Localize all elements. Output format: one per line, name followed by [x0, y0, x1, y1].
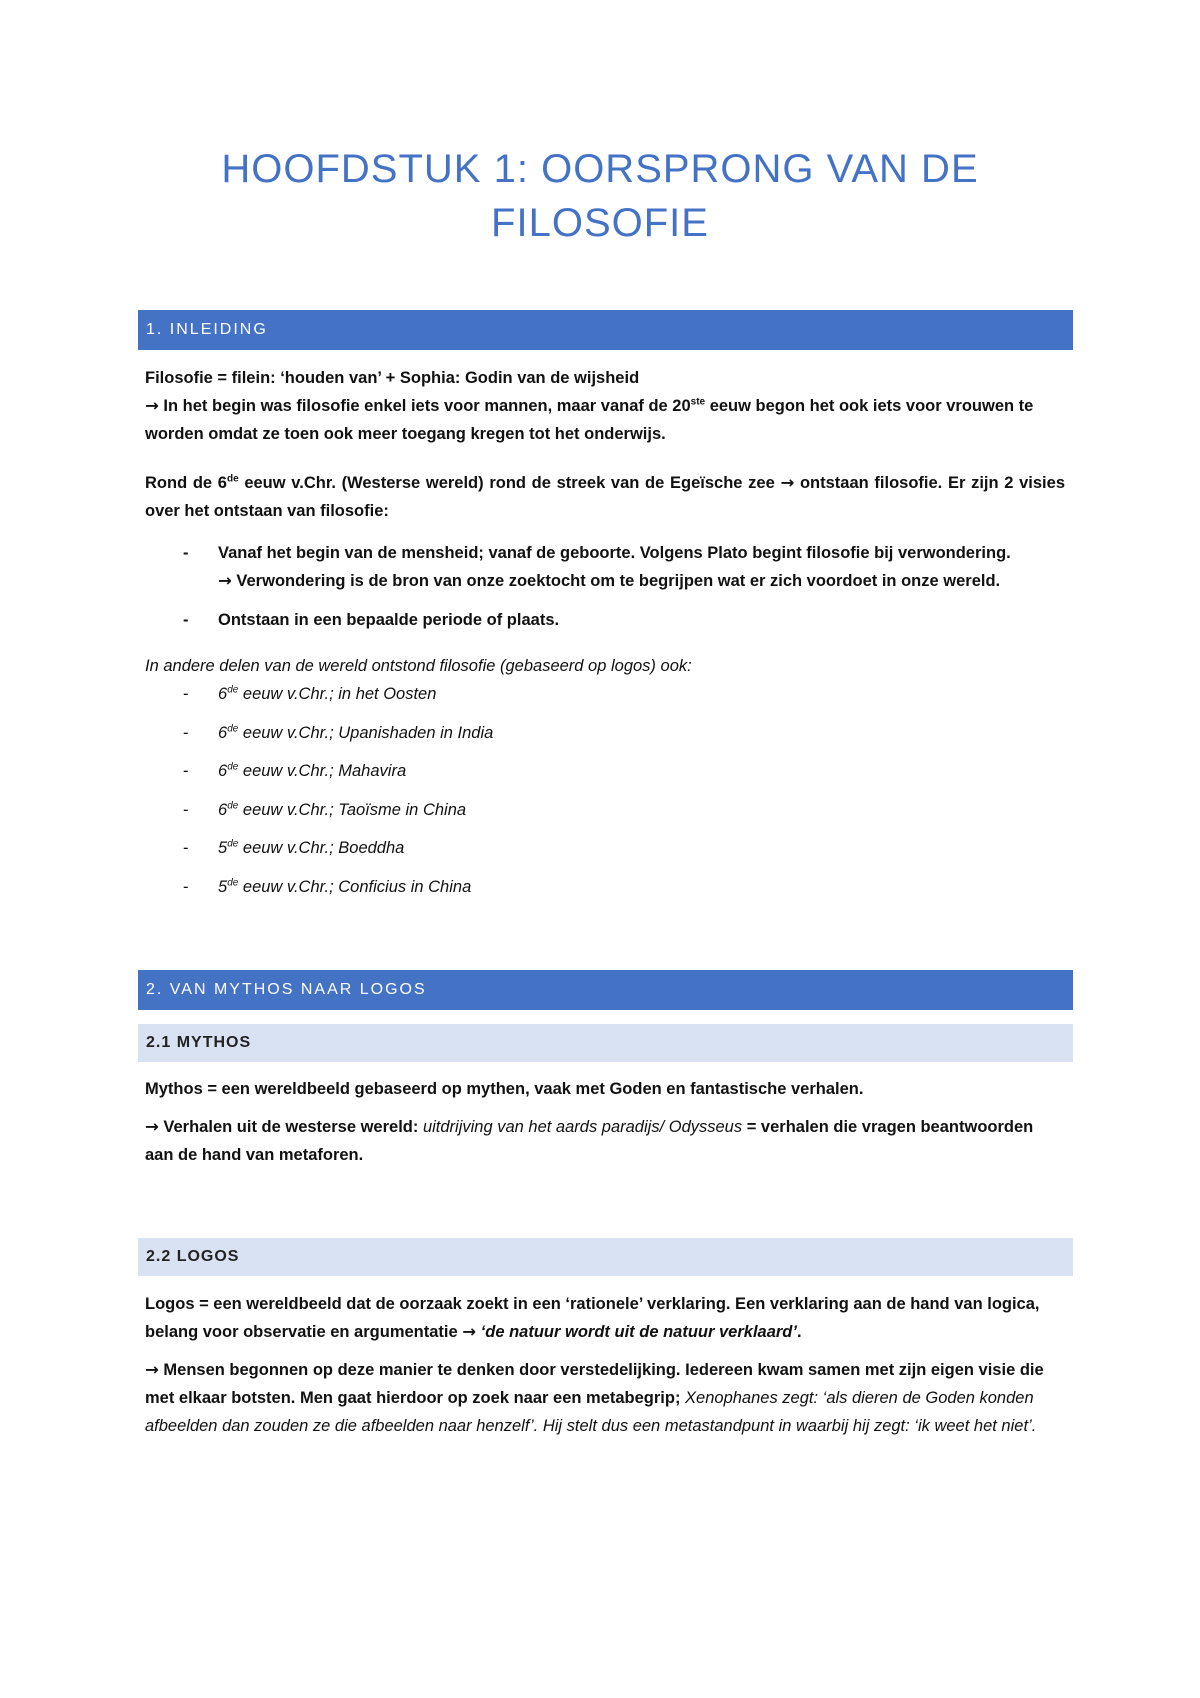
list-item: - 6de eeuw v.Chr.; Mahavira: [145, 757, 1065, 787]
list-item: - 5de eeuw v.Chr.; Boeddha: [145, 834, 1065, 864]
bullet-dash: -: [183, 611, 189, 629]
arrow-icon: →: [462, 1322, 477, 1341]
arrow-icon: →: [218, 571, 232, 590]
paragraph-logos-history: → Mensen begonnen op deze manier te denken door verstedelijking. Iedereen kwam samen met zijn eigen visie die met elkaar botsten. Men gaat hierdoor op zoek naar een metabegrip; Xenophanes zegt: ‘als dieren de Goden konden afbeelden dan zouden ze die afbeelden naar henzelf’. Hij stelt dus een metastandpunt in waarbij hij zegt: ‘ik weet het niet’.: [145, 1360, 1044, 1435]
title-line-1: HOOFDSTUK 1: OORSPRONG VAN DE: [221, 147, 979, 191]
bullet-dash: -: [183, 762, 189, 780]
list-item: - 6de eeuw v.Chr.; Upanishaden in India: [145, 719, 1065, 749]
list-item: - 6de eeuw v.Chr.; in het Oosten: [145, 680, 1065, 710]
arrow-icon: →: [145, 1117, 159, 1136]
arrow-icon: →: [145, 1360, 159, 1379]
definition-line: Filosofie = filein: ‘houden van’ + Sophia: Godin van de wijsheid: [145, 369, 640, 387]
paragraph-definition: [145, 364, 1065, 448]
section-heading-inleiding: 1. INLEIDING: [138, 310, 1073, 350]
arrow-icon: →: [780, 473, 795, 492]
document-title: [0, 142, 1200, 250]
definition-continuation: → In het begin was filosofie enkel iets voor mannen, maar vanaf de 20ste eeuw begon het ook iets voor vrouwen te worden omdat ze toen ook meer toegang kregen tot het onderwijs.: [145, 396, 1034, 443]
section-heading-mythos-logos: 2. VAN MYTHOS NAAR LOGOS: [138, 970, 1073, 1010]
bullet-dash: -: [183, 723, 189, 742]
list-item: - 5de eeuw v.Chr.; Conficius in China: [145, 873, 1065, 903]
list-item: - 6de eeuw v.Chr.; Taoïsme in China: [145, 796, 1065, 826]
paragraph-origin: Rond de 6de eeuw v.Chr. (Westerse wereld) rond de streek van de Egeïsche zee → ontstaan filosofie. Er zijn 2 visies over het ontstaan van filosofie:: [145, 473, 1065, 520]
bullet-dash: -: [183, 839, 189, 857]
title-line-2: FILOSOFIE: [491, 201, 709, 245]
bullet-dash: -: [183, 877, 189, 896]
list-item-bullet-1: - Vanaf het begin van de mensheid; vanaf de geboorte. Volgens Plato begint filosofie bij verwondering. → Verwondering is de bron van onze zoektocht om te begrijpen wat er zich voordoet in onze wereld.: [145, 539, 1065, 599]
list-item-bullet-2: - Ontstaan in een bepaalde periode of plaats.: [145, 606, 1065, 636]
subsection-heading-mythos: 2.1 MYTHOS: [138, 1024, 1073, 1062]
bullet-dash: -: [183, 800, 189, 819]
bullet-dash: -: [183, 685, 189, 703]
italic-intro: In andere delen van de wereld ontstond filosofie (gebaseerd op logos) ook:: [145, 657, 692, 675]
paragraph-mythos-examples: → Verhalen uit de westerse wereld: uitdrijving van het aards paradijs/ Odysseus = verhalen die vragen beantwoorden aan de hand van metaforen.: [145, 1117, 1034, 1164]
arrow-icon: →: [145, 396, 159, 415]
paragraph-logos-definition: Logos = een wereldbeeld dat de oorzaak zoekt in een ‘rationele’ verklaring. Een verklaring aan de hand van logica, belang voor observatie en argumentatie → ‘de natuur wordt uit de natuur verklaard’.: [145, 1295, 1040, 1341]
paragraph-mythos-definition: Mythos = een wereldbeeld gebaseerd op mythen, vaak met Goden en fantastische verhalen.: [145, 1080, 864, 1098]
subsection-heading-logos: 2.2 LOGOS: [138, 1238, 1073, 1276]
bullet-dash: -: [183, 544, 189, 562]
